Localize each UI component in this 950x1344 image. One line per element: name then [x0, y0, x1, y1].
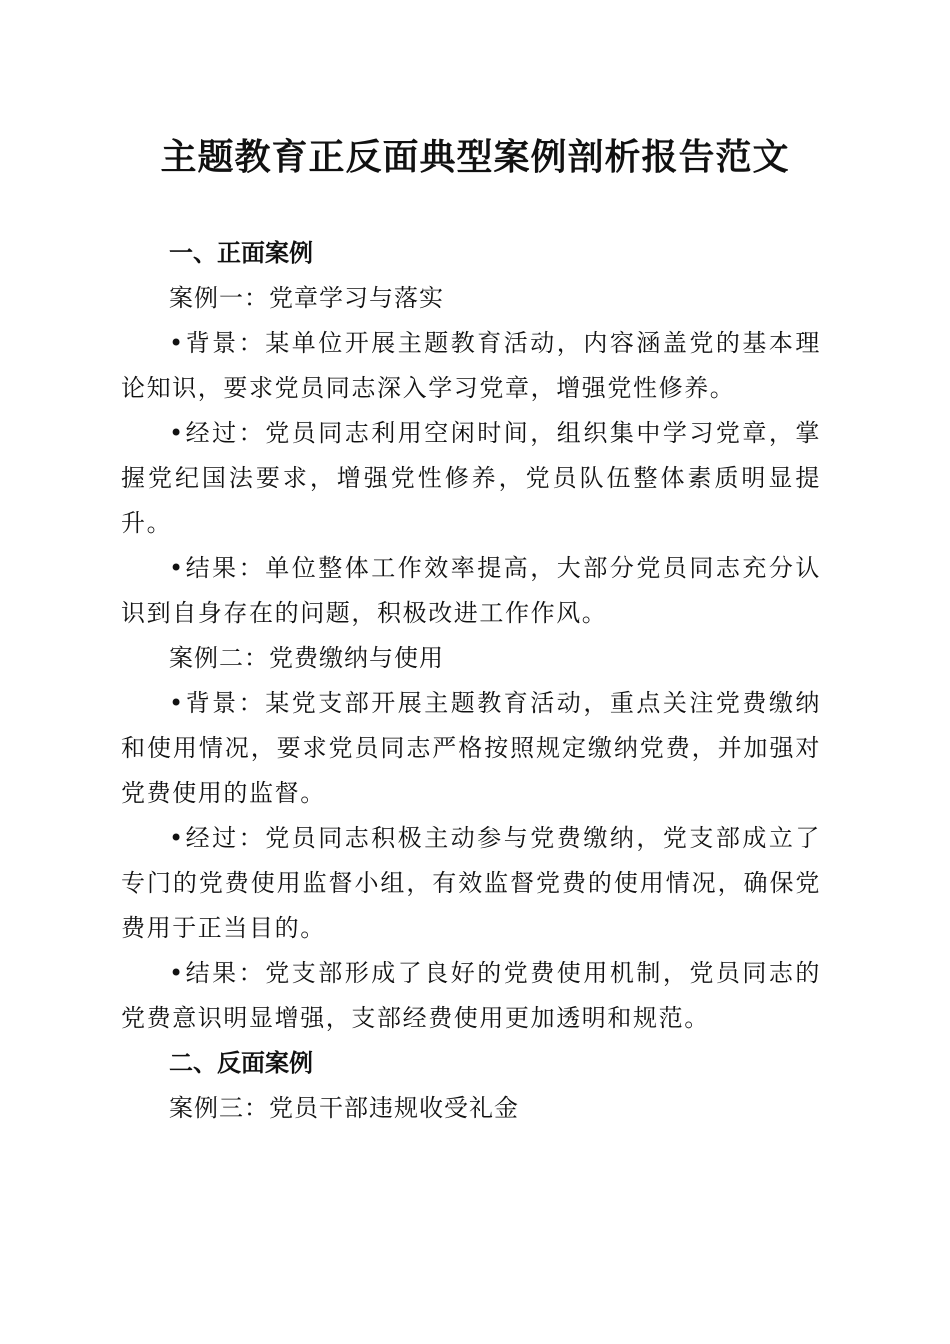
- case-title-2: 案例二：党费缴纳与使用: [169, 644, 444, 672]
- document-body: [121, 231, 821, 1131]
- case2-process: •经过：党员同志积极主动参与党费缴纳，党支部成立了专门的党费使用监督小组，有效监督党费的使用情况，确保党费用于正当目的。: [121, 824, 821, 942]
- section-heading-negative: 二、反面案例: [169, 1049, 313, 1077]
- case2-result: •结果：党支部形成了良好的党费使用机制，党员同志的党费意识明显增强，支部经费使用更加透明和规范。: [121, 959, 821, 1032]
- case1-process: •经过：党员同志利用空闲时间，组织集中学习党章，掌握党纪国法要求，增强党性修养，党员队伍整体素质明显提升。: [121, 419, 821, 537]
- document-title: 主题教育正反面典型案例剖析报告范文: [160, 136, 790, 178]
- case-title-1: 案例一：党章学习与落实: [169, 284, 444, 312]
- case2-background: •背景：某党支部开展主题教育活动，重点关注党费缴纳和使用情况，要求党员同志严格按照规定缴纳党费，并加强对党费使用的监督。: [121, 689, 821, 807]
- case1-result: •结果：单位整体工作效率提高，大部分党员同志充分认识到自身存在的问题，积极改进工作作风。: [121, 554, 821, 627]
- case-title-3: 案例三：党员干部违规收受礼金: [169, 1094, 519, 1122]
- section-heading-positive: 一、正面案例: [169, 239, 313, 267]
- case1-background: •背景：某单位开展主题教育活动，内容涵盖党的基本理论知识，要求党员同志深入学习党章，增强党性修养。: [121, 329, 821, 402]
